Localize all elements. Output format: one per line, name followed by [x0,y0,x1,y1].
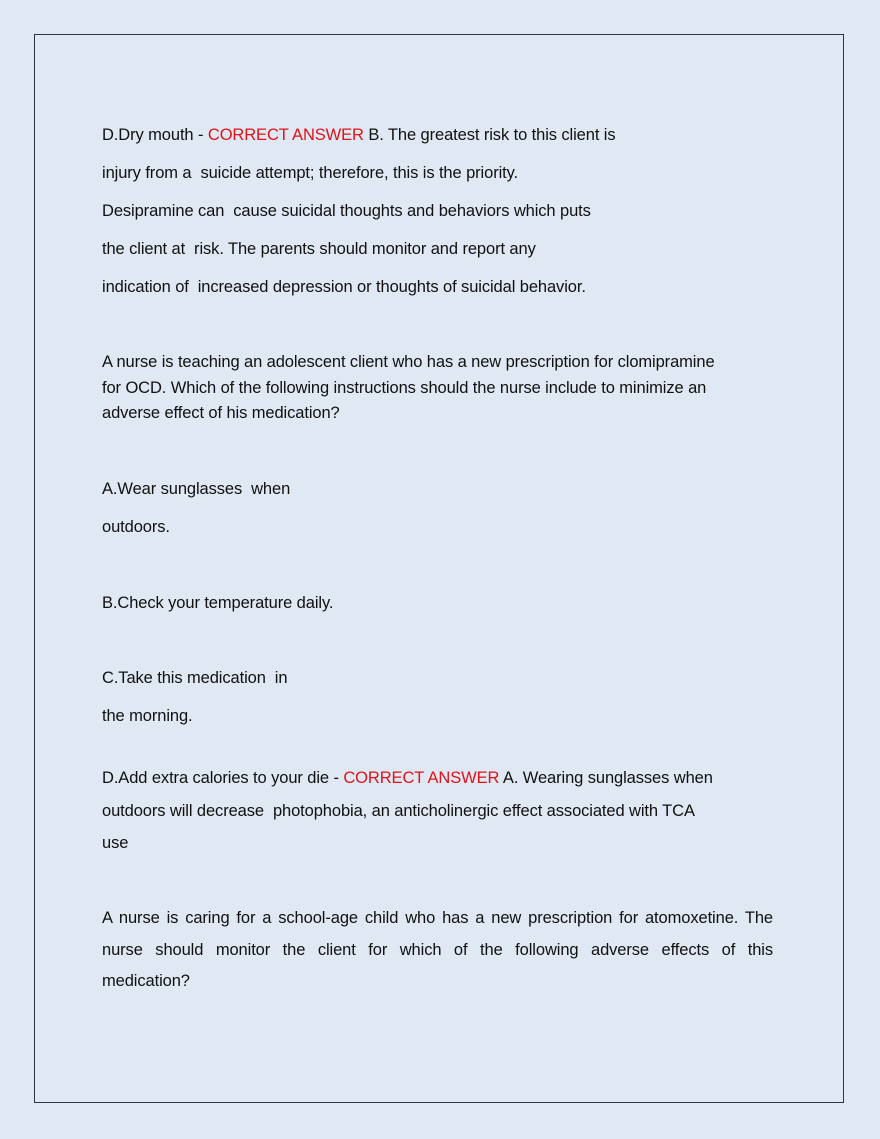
question-stem-line: for OCD. Which of the following instructions should the nurse include to minimize an [102,379,707,397]
question-stem-line: adverse effect of his medication? [102,404,340,422]
rationale-line: the client at risk. The parents should monitor and report any [102,240,536,258]
question-stem-line: medication? [102,972,190,990]
rationale-text: B. The greatest risk to this client is [363,126,616,144]
rationale-line: indication of increased depression or thoughts of suicidal behavior. [102,278,586,296]
rationale-line: outdoors will decrease photophobia, an anticholinergic effect associated with TCA [102,802,695,820]
rationale-line: Desipramine can cause suicidal thoughts and behaviors which puts [102,202,591,220]
correct-answer-marker: CORRECT ANSWER [207,126,364,144]
option-d [102,768,713,788]
answer-line-d [102,125,616,145]
option-a: A.Wear sunglasses when [102,480,291,498]
option-c: C.Take this medication in [102,669,288,687]
question-stem-line: A nurse is teaching an adolescent client who has a new prescription for clomipramine [102,353,715,371]
option-c-continued: the morning. [102,707,193,725]
rationale-text: A. Wearing sunglasses when [499,769,713,787]
option-text: D.Add extra calories to your die - [102,769,344,787]
question-stem-line: A nurse is caring for a school-age child who has a new prescription for atomoxetine. The [102,909,773,927]
question-stem-line: nurse should monitor the client for which of the following adverse effects of this [102,941,773,959]
option-a-continued: outdoors. [102,518,170,536]
option-text: D.Dry mouth - [102,126,208,144]
correct-answer-marker: CORRECT ANSWER [343,769,500,787]
rationale-line: injury from a suicide attempt; therefore, this is the priority. [102,164,519,182]
option-b: B.Check your temperature daily. [102,594,334,612]
rationale-line: use [102,834,129,852]
